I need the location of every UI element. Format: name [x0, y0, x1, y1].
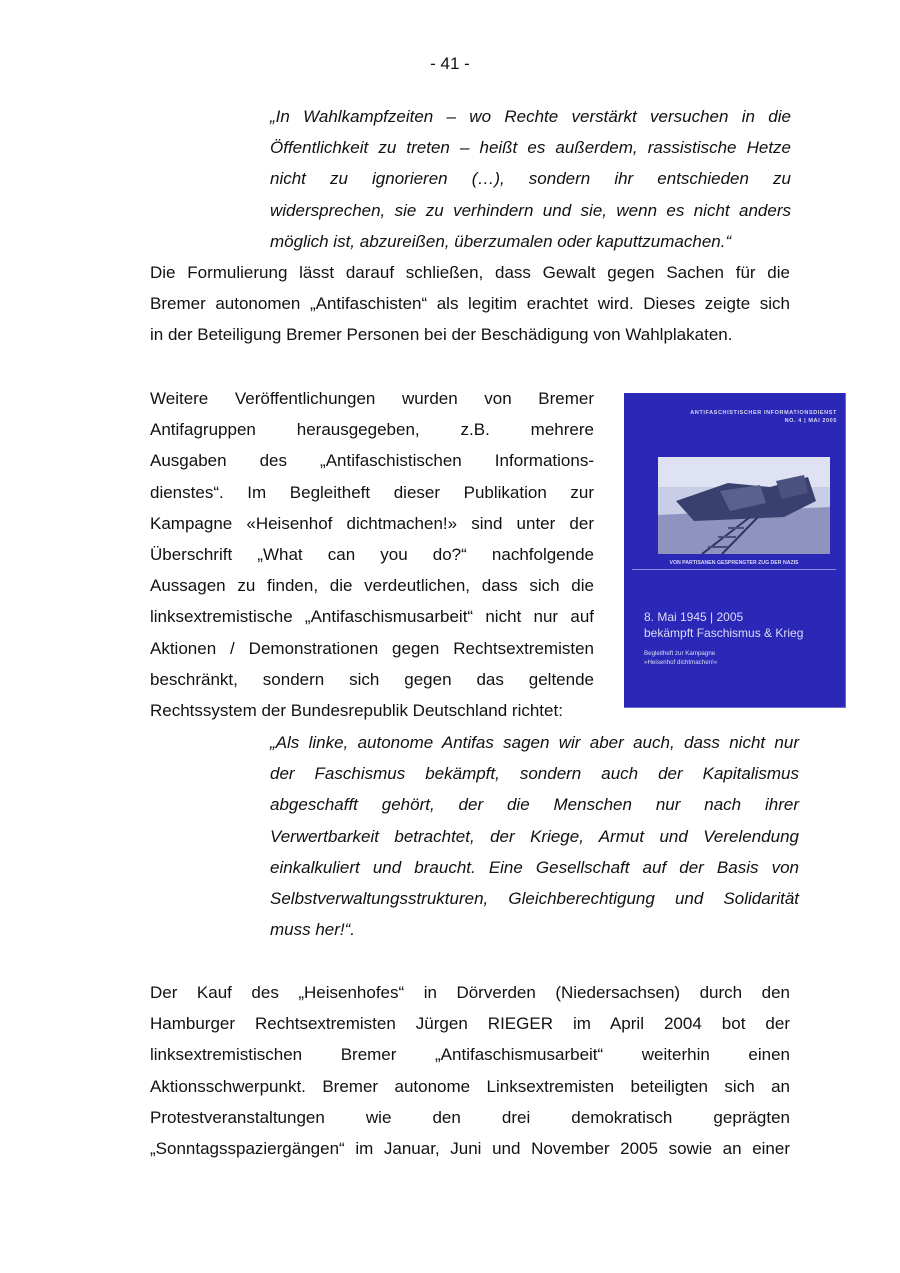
- quote-line: widersprechen, sie zu verhindern und sie, wenn es nicht anders: [270, 200, 791, 220]
- quote-line: einkalkuliert und braucht. Eine Gesellschaft auf der Basis von: [270, 857, 799, 877]
- cover-heading: [644, 609, 803, 641]
- quote-line: Öffentlichkeit zu treten – heißt es außerdem, rassistische Hetze: [270, 138, 791, 158]
- cover-subtitle: [644, 649, 717, 667]
- text-line: Die Formulierung lässt darauf schließen, dass Gewalt gegen Sachen für die: [150, 263, 790, 282]
- train-wreck-photo: [658, 457, 830, 554]
- cover-heading-line: 8. Mai 1945 | 2005: [644, 610, 744, 624]
- page-number: - 41 -: [430, 54, 470, 73]
- text-line: Überschrift „What can you do?“ nachfolgende: [150, 544, 594, 564]
- cover-photo-caption: VON PARTISANEN GESPRENGTER ZUG DER NAZIS: [669, 560, 799, 566]
- cover-heading-line: bekämpft Faschismus & Krieg: [644, 626, 804, 640]
- paragraph-1: [150, 257, 790, 351]
- cover-divider: [632, 569, 836, 570]
- cover-subtitle-line: »Heisenhof dichtmachen!«: [644, 659, 718, 666]
- quote-line: muss her!“.: [270, 920, 356, 940]
- paragraph-2: [150, 383, 594, 695]
- paragraph-2-last-line: [150, 695, 595, 726]
- text-line: linksextremistischen Bremer „Antifaschismusarbeit“ weiterhin einen: [150, 1045, 790, 1065]
- quote-line: Verwertbarkeit betrachtet, der Kriege, Armut und Verelendung: [270, 826, 799, 846]
- cover-issue-line: NO. 4 | MAI 2005: [784, 418, 837, 424]
- text-line: Der Kauf des „Heisenhofes“ in Dörverden (Niedersachsen) durch den: [150, 983, 790, 1002]
- publication-cover-image: [624, 393, 846, 708]
- text-line: beschränkt, sondern sich gegen das geltende: [150, 669, 594, 689]
- cover-title-line: ANTIFASCHISTISCHER INFORMATIONSDIENST: [690, 410, 837, 416]
- text-line: Hamburger Rechtsextremisten Jürgen RIEGER im April 2004 bot der: [150, 1014, 790, 1034]
- text-line: in der Beteiligung Bremer Personen bei der Beschädigung von Wahlplakaten.: [150, 325, 733, 345]
- quote-line: Selbstverwaltungsstrukturen, Gleichberechtigung und Solidarität: [270, 888, 799, 908]
- text-line: Aktionen / Demonstrationen gegen Rechtsextremisten: [150, 638, 594, 658]
- quote-line: „Als linke, autonome Antifas sagen wir aber auch, dass nicht nur: [270, 733, 799, 752]
- text-line: Ausgaben des „Antifaschistischen Informations-: [150, 451, 594, 471]
- text-line: Aktionsschwerpunkt. Bremer autonome Linksextremisten beteiligten sich an: [150, 1076, 790, 1096]
- text-line: Bremer autonomen „Antifaschisten“ als legitim erachtet wird. Dieses zeigte sich: [150, 294, 790, 314]
- quote-line: der Faschismus bekämpft, sondern auch der Kapitalismus: [270, 764, 799, 784]
- text-line: Aussagen zu finden, die verdeutlichen, dass sich die: [150, 576, 594, 596]
- text-line: „Sonntagsspaziergängen“ im Januar, Juni und November 2005 sowie an einer: [150, 1138, 790, 1158]
- text-line: Protestveranstaltungen wie den drei demokratisch geprägten: [150, 1107, 790, 1127]
- paragraph-3: [150, 977, 790, 1164]
- quote-block-2: [270, 727, 799, 945]
- quote-line: „In Wahlkampfzeiten – wo Rechte verstärkt versuchen in die: [270, 107, 791, 126]
- cover-subtitle-line: Begleitheft zur Kampagne: [644, 650, 716, 657]
- quote-line: möglich ist, abzureißen, überzumalen oder kaputtzumachen.“: [270, 231, 732, 251]
- text-line: linksextremistische „Antifaschismusarbeit“ nicht nur auf: [150, 607, 594, 627]
- text-line: dienstes“. Im Begleitheft dieser Publikation zur: [150, 482, 594, 502]
- text-line: Rechtssystem der Bundesrepublik Deutschland richtet:: [150, 701, 563, 720]
- text-line: Antifagruppen herausgegeben, z.B. mehrere: [150, 420, 594, 440]
- cover-title: [632, 409, 837, 425]
- quote-line: nicht zu ignorieren (…), sondern ihr entschieden zu: [270, 169, 791, 189]
- text-line: Kampagne «Heisenhof dichtmachen!» sind unter der: [150, 513, 594, 533]
- text-line: Weitere Veröffentlichungen wurden von Bremer: [150, 389, 594, 408]
- quote-block-1: [270, 101, 791, 257]
- quote-line: abgeschafft gehört, der die Menschen nur nach ihrer: [270, 795, 799, 815]
